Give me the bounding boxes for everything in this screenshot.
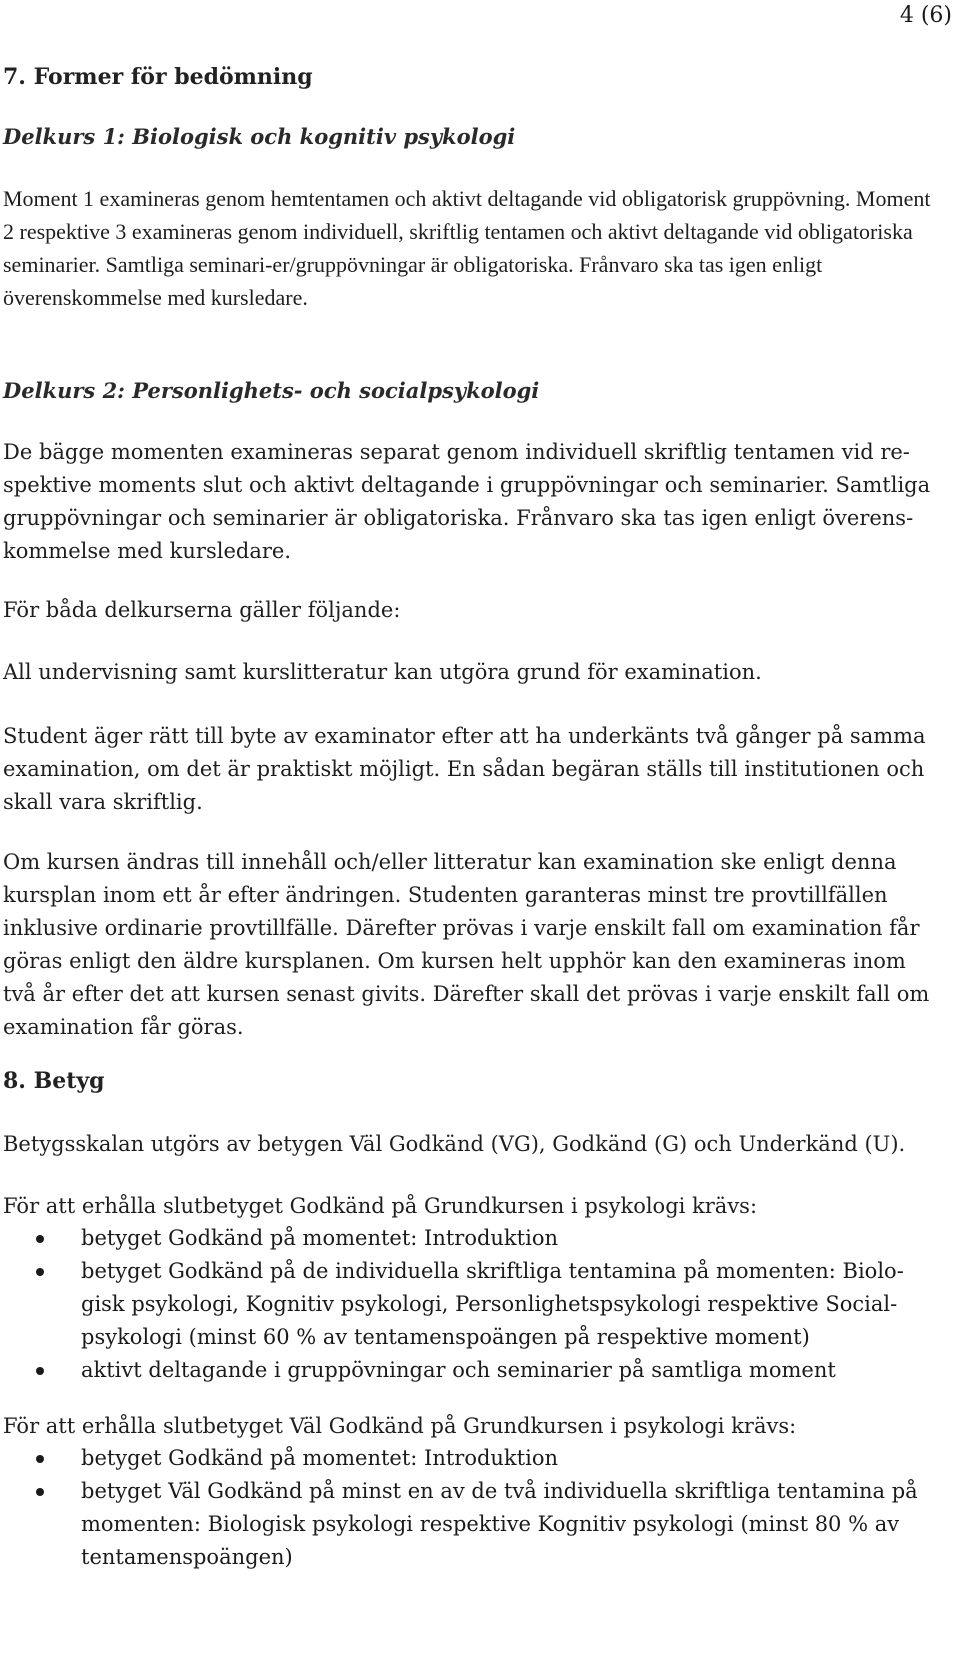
delkurs-2-text: De bägge momenten examineras separat genom individuell skriftlig tentamen vid re-spektive moments slut och aktivt deltagande i gruppövningar och seminarier. Samtliga gruppövningar och seminarier är obligatoriska. Frånvaro ska tas igen enligt överens-kommelse med kursledare. (3, 440, 931, 563)
section-7-heading: 7. Former för bedömning (3, 64, 313, 90)
godkand-intro: För att erhålla slutbetyget Godkänd på Grundkursen i psykologi krävs: (3, 1194, 758, 1218)
all-teaching-text: All undervisning samt kurslitteratur kan utgöra grund för examination. (3, 660, 762, 684)
list-item-text: betyget Väl Godkänd på minst en av de två individuella skriftliga tentamina på momenten: Biologisk psykologi respektive Kognitiv psykologi (minst 80 % av tentamenspoängen) (81, 1479, 918, 1569)
list-item-text: betyget Godkänd på momentet: Introduktion (81, 1226, 558, 1250)
course-change-text: Om kursen ändras till innehåll och/eller litteratur kan examination ske enligt denna kursplan inom ett år efter ändringen. Studenten garanteras minst tre provtillfällen inklusive ordinarie provtillfälle. Därefter prövas i varje enskilt fall om examination får göras enligt den äldre kursplanen. Om kursen helt upphör kan den examineras inom två år efter det att kursen senast givits. Därefter skall det prövas i varje enskilt fall om examination får göras. (3, 850, 930, 1039)
godkand-requirements-list (3, 1222, 933, 1387)
both-courses-intro: För båda delkurserna gäller följande: (3, 598, 401, 622)
page-number: 4 (6) (899, 3, 952, 28)
section-8-heading: 8. Betyg (3, 1068, 105, 1094)
examiner-change-text: Student äger rätt till byte av examinator efter att ha underkänts två gånger på samma examination, om det är praktiskt möjligt. En sådan begäran ställs till institutionen och skall vara skriftlig. (3, 724, 926, 814)
list-item-text: betyget Godkänd på de individuella skriftliga tentamina på momenten: Biolo-gisk psykologi, Kognitiv psykologi, Personlighetspsykologi respektive Social-psykologi (minst 60 % av tentamenspoängen på respektive moment) (81, 1259, 904, 1349)
list-item-text: betyget Godkänd på momentet: Introduktion (81, 1446, 558, 1470)
list-item-text: aktivt deltagande i gruppövningar och seminarier på samtliga moment (81, 1358, 836, 1382)
bullet-icon (36, 1235, 44, 1243)
list-item (3, 1475, 933, 1574)
list-item (3, 1255, 933, 1354)
bullet-icon (36, 1367, 44, 1375)
delkurs-1-text: Moment 1 examineras genom hemtentamen och aktivt deltagande vid obligatorisk gruppövning. Moment 2 respektive 3 examineras genom individuell, skriftlig tentamen och aktivt deltagande vid obligatoriska seminarier. Samtliga seminari-er/gruppövningar är obligatoriska. Frånvaro ska tas igen enligt överenskommelse med kursledare. (3, 186, 931, 310)
delkurs-1-title: Delkurs 1: Biologisk och kognitiv psykologi (3, 124, 516, 149)
bullet-icon (36, 1488, 44, 1496)
list-item (3, 1442, 933, 1475)
bullet-icon (36, 1455, 44, 1463)
val-godkand-requirements-list (3, 1442, 933, 1574)
bullet-icon (36, 1268, 44, 1276)
grade-scale-text: Betygsskalan utgörs av betygen Väl Godkänd (VG), Godkänd (G) och Underkänd (U). (3, 1132, 906, 1156)
val-godkand-intro: För att erhålla slutbetyget Väl Godkänd på Grundkursen i psykologi krävs: (3, 1414, 797, 1438)
list-item (3, 1354, 933, 1387)
delkurs-2-title: Delkurs 2: Personlighets- och socialpsykologi (3, 378, 540, 403)
list-item (3, 1222, 933, 1255)
